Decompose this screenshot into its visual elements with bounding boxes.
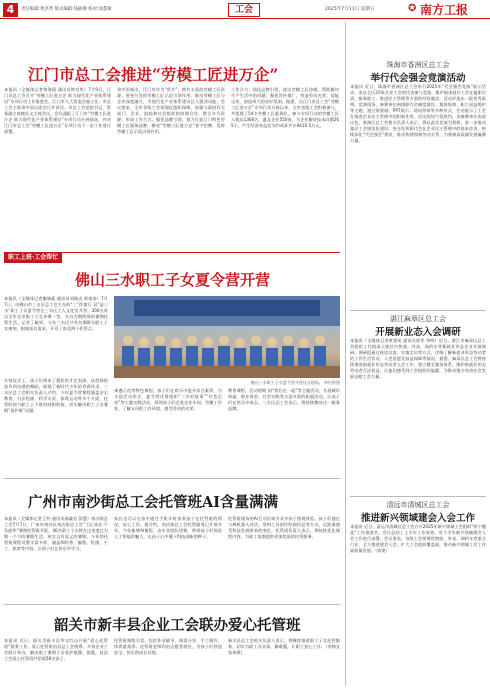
story3-column-1: 本报讯 近日，韶关市新丰县华宝红山开展“爱心托管班”服务工作。爱心托管班由县总工会统筹、多家企业工会联合举办，解决职工暑期子女看护难题。据悉，此次工会爱心托管班共招收58名孩子。 [4, 638, 108, 661]
sidebar-2-text: 本报讯（全媒体记者黄建英 通讯员郭华 李明）近日，湛江市麻章区总工会组织工作组深入辖区内快递、外卖、网约车等新就业形态企业开展调研。调研组通过座谈交流、实地走访等方式，详细了解新就业形态劳动者的工作生活状况、入会意愿及权益保障等情况。据悉，麻章区总工会将持续推进新就业形态劳动者入会工作，建立健全服务体系，维护新就业形态劳动者合法权益，让他们感受到工会组织的温暖，为推动地方经济社会发展贡献工会力量。 [350, 338, 486, 379]
feature-column-3: 乘遵示范等特色课程。孩子们在欢乐中提升综合素养。为丰富活动形式，夏令营还将组织“三水好故事”“红色足迹”等主题实践活动，带领孩子们走进企业车间、劳模工作室，了解父母的工作环境，感受劳动的光荣。 [114, 388, 222, 411]
lead-column-3: 工作合力；强化品牌引领，落实劳模工匠待遇，帮助解决生产生活中的问题；强化宣传推广，营造劳动光荣、技能宝贵、创造伟大的良好氛围。据悉，自江门市总工会“劳模工匠进万企”专项行动开展以来，全市各级工会积极参与，共组建了54支劳模工匠服务队，参与专项行动的劳模工匠人数达1366名，惠及企业550家，为企业解决技术问题265个，产生经济效益及节约成本共计9410.5万元。 [231, 87, 339, 128]
sidebar-2-divider [350, 496, 486, 497]
lead-column-1: 本报讯（全媒体记者钟海丽 通讯员钟宜华）7月9日，江门市总工会召开“劳模工匠进万企 助力现代化产业体系建设”专项行动工作推进会，江门市人大常委会副主任、市总工会主席余中添出席会议并讲话。市总工会党组书记、常务副主席赖扎文主持会议。会议通报了江门市“劳模工匠进万企 助力现代化产业体系建设”专项行动开展情况，并对江门市总工会“劳模工匠进万企”专项行动下一步工作进行部署。 [4, 87, 111, 134]
feature-photo [114, 296, 340, 378]
section-label: 工会 [228, 3, 260, 17]
brand-logo [408, 2, 488, 17]
page-number-badge: 4 [3, 3, 18, 17]
sidebar-3-subtitle: 清远市清城区总工会 [386, 501, 450, 509]
feature-kicker: 职工上班·工会帮忙 [4, 253, 62, 263]
story3-divider [4, 604, 340, 605]
story2-divider [4, 478, 340, 479]
sidebar-2-headline: 开展新业态入会调研 [375, 327, 461, 338]
story2-headline: 广州市南沙街总工会托管班AI含量满满 [28, 494, 279, 511]
brand-name: 南方工报 [420, 3, 469, 17]
feature-column-2: 开营仪式上，孩子们带来了精彩的才艺表演，从悠扬的笛声到动感的舞蹈，展现了新时代少年的青春风采。三水区总工会相关负责人介绍，今年夏令营课程涵盖安全教育、书法绘画、科学实验、体育运动等多个方面，托管时间与职工上下班时间相衔接，切实解决职工子女暑期“看护难”问题。 [4, 378, 108, 413]
sidebar-3-text: 本报讯 近日，清远市清城区总工会召开2025年新兴领域工会组织“两个覆盖”工作推进会。会议总结了上半年工作成效，对下半年新兴领域建会入会工作进行部署。会议要求，各级工会要聚焦物流、外卖、网约车等重点行业，全力推进建会入会，扩大工会组织覆盖面，推动新兴领域工会工作高质量发展。（陈建） [350, 524, 486, 553]
sidebar-1-headline: 举行代会强会竞演活动 [370, 73, 466, 84]
sidebar-2-subtitle: 湛江麻章区总工会 [390, 315, 446, 323]
issue-date: 2025年7月11日 星期五 [325, 7, 375, 12]
masthead-credits: 责任编辑:黄洪哲 版式编辑:钱丽珊 校对:徐慧敏 [21, 7, 112, 12]
story3-column-2: 托管班课程丰富，包括作业辅导、阅读分享、手工制作、体育游戏等。托管班老师均由志愿者担任，为孩子们营造安全、快乐的成长环境。 [114, 638, 222, 655]
story3-headline: 韶关市新丰县企业工会联办爱心托管班 [54, 617, 301, 634]
page-header [0, 0, 490, 19]
sidebar-1-text: 本报讯 近日，珠海市香洲区总工会举行2025年“代会强会竞演”展示活动。来自全区20家企业工会的代表参与竞演，集中展现基层工会在履职尽责、服务职工、推进民主管理等方面的经验做法，活动评选出一批优秀案例。竞演现场，参赛单位围绕职代会制度建设、集体协商、职工权益维护等主题，通过情景剧、PPT展示、现场答辩等多种形式，生动展示了工会在推进企业民主管理中的积极作用。活动现场气氛热烈，各参赛单位表现出色。香洲区总工会相关负责人表示，将以此次竞演为契机，进一步推动基层工会规范化建设，充分发挥职代会在企业民主管理中的基本作用，持续深化“代会强会”建设，推动构建和谐劳动关系，为香洲高质量发展凝聚力量。 [350, 84, 486, 143]
brand-star-icon: ✪ [408, 3, 417, 14]
story3-column-3: 新丰县总工会相关负责人表示，将继续推进职工子女托管服务，切实为职工办实事、解难题，让职工安心工作。（李锦文 张伟琪） [228, 638, 340, 655]
story2-column-1: 本报讯（全媒体记者王铃 通讯员郝谦君 薛慧）南沙街总工会7月7日，广州市南沙区南沙街总工会“工匠成长·不负韶华”暑期托管班开班。40名职工子女将在这里度过为期一个月的暑期生活，充实且有意义的暑期。今年的托管班课程设置丰富多样，涵盖AI科普、编程、绘画、手工、体育等内容，让孩子们在快乐中学习。 [4, 516, 108, 551]
feature-photo-scene [114, 296, 340, 378]
feature-column-4: 教育课程，活动将期 间“我们在一起”等主题活动，开展城市探索、职业体验、社会实践等丰富多彩的拓展活动，让孩子们在快乐中成长。三水区总工会表示，将持续擦亮这一服务品牌。 [228, 388, 340, 411]
sidebar-1-divider [350, 310, 486, 311]
sidebar-1-subtitle: 珠海市香洲区总工会 [386, 61, 450, 69]
lead-headline: 江门市总工会推进“劳模工匠进万企” [28, 65, 279, 84]
feature-photo-caption: 佛山三水职工子女夏令营开营仪式现场。 单位供图 [250, 380, 340, 385]
feature-column-1: 本报讯（全媒体记者谢端素 通讯员刘瑞贞 黄豪涛）7月7日，由佛山市三水区总工会主办的“三”伴童行 双”益三水“职工子女夏令营在三水区工人文化宫开营。300名来自全市企业职工子女齐聚一堂，开启为期两周的暑期托管生活。记者了解到，今年三水区共有名400名职工子女参加，根据家长需求，开设了南北两个托管点。 [4, 296, 108, 331]
sidebar-3-headline: 推进新兴领域建会入会工作 [360, 513, 475, 524]
story2-column-3: 托管班现场的AI互动区吸引众多孩子围观体验。孩子们通过与AI机器人对话、用AI工具创作绘画作品等方式，近距离感受科技发展带来的变化。托管班负责人表示，将持续优化课程内容，为职工家庭提供更加优质的托管服务。 [228, 516, 340, 539]
sidebar-divider [345, 22, 346, 686]
feature-headline: 佛山三水职工子女夏令营开营 [75, 271, 271, 289]
story2-column-2: 家长也可以在家中通过手机实时查看孩子在托管班的情况，安心工作。据介绍，南沙街总工会托管服务已开展多年，今年新增AI课程，由专业团队授课，带领孩子们体验人工智能的魅力，在孩子心中播下科技创新的种子。 [114, 516, 222, 539]
lead-column-2: 余中添指出，江门市作为“侨乡”，拥有丰富的劳模工匠资源，要充分发挥劳模工匠示范引领作用，推动劳模工匠与企业深度融合，为现代化产业体系建设注入强劲动能。会议要求，全市各级工会要强化组织保障，加强与政府有关部门、企业、院校和社会组织的协调合作，整合多方资源，形成工作合力；强化品牌引领，着力打造江门特色劳模工匠服务品牌，擦亮“劳模工匠进万企”金字招牌，发挥劳模工匠示范引领作用。 [117, 87, 225, 134]
